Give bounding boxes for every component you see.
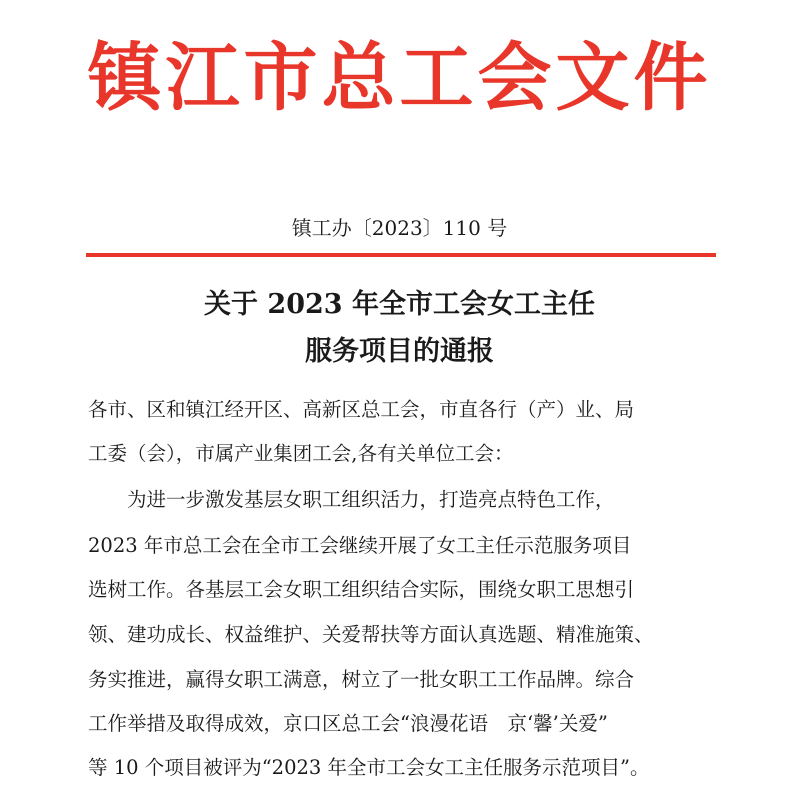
body-line: 选树工作。各基层工会女职工组织结合实际，围绕女职工思想引 <box>88 578 635 601</box>
document-masthead: 镇江市总工会文件 <box>87 35 712 121</box>
body-line: 等 10 个项目被评为“2023 年全市工会女工主任服务示范项目”。 <box>88 756 650 779</box>
red-divider-line <box>86 253 716 257</box>
document-title-line-2: 服务项目的通报 <box>305 336 494 367</box>
body-line: 务实推进，赢得女职工满意，树立了一批女职工工作品牌。综合 <box>88 668 635 691</box>
body-line: 工作举措及取得成效，京口区总工会“浪漫花语 京‘馨’关爱” <box>88 712 608 735</box>
document-number: 镇工办〔2023〕110 号 <box>291 216 508 240</box>
body-line: 工委（会），市属产业集团工会,各有关单位工会： <box>88 442 514 465</box>
body-line: 领、建功成长、权益维护、关爱帮扶等方面认真选题、精准施策、 <box>88 623 654 646</box>
body-line: 为进一步激发基层女职工组织活力，打造亮点特色工作， <box>88 488 615 511</box>
body-line: 2023 年市总工会在全市工会继续开展了女工主任示范服务项目 <box>88 534 632 557</box>
document-title-line-1: 关于 2023 年全市工会女工主任 <box>204 289 595 320</box>
body-line: 各市、区和镇江经开区、高新区总工会，市直各行（产）业、局 <box>88 398 635 421</box>
